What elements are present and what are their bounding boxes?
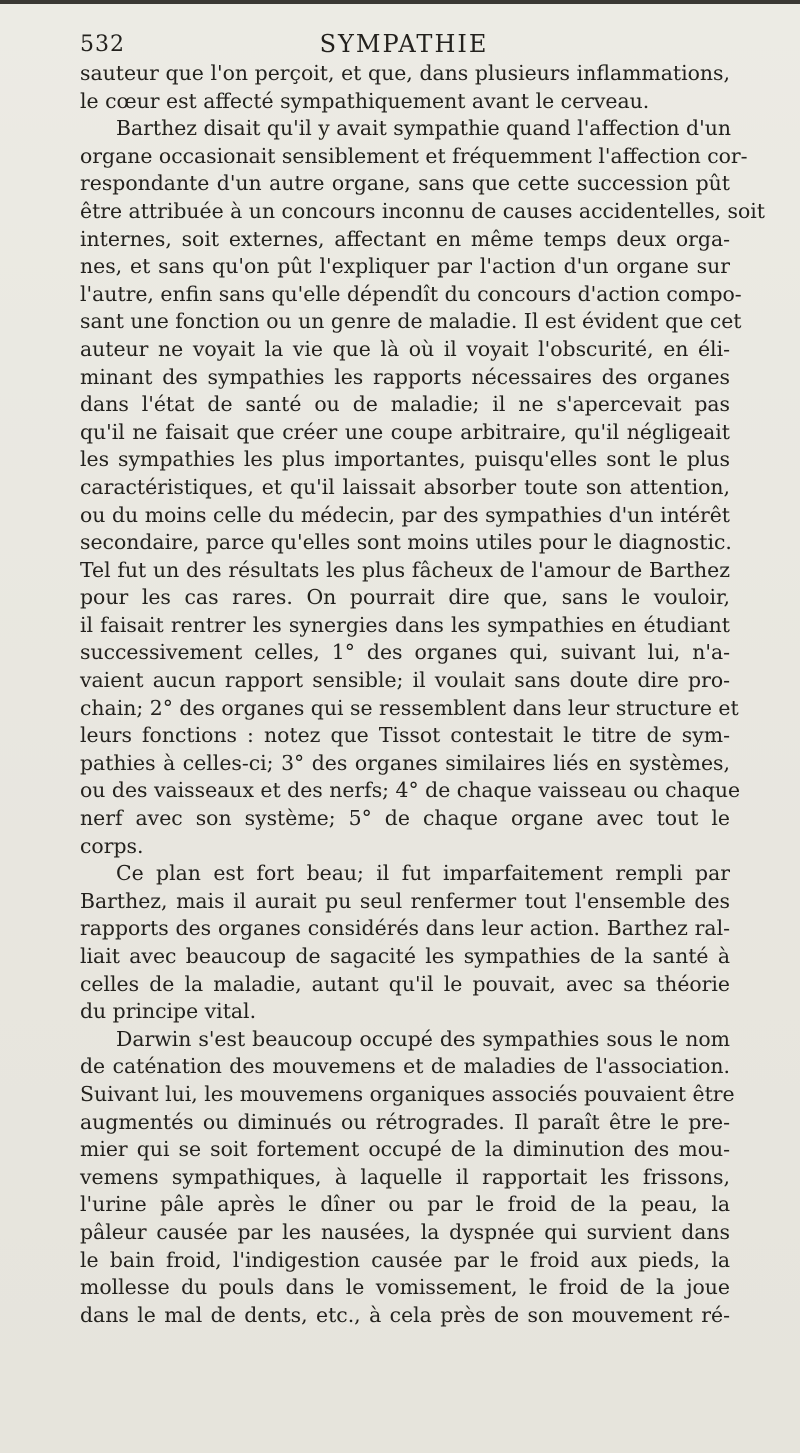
text-line: organe occasionait sensiblement et fréquemment l'affection cor- — [80, 143, 748, 168]
text-line: chain; 2° des organes qui se ressemblent dans leur structure et — [80, 695, 739, 720]
text-line: mollesse du pouls dans le vomissement, le froid de la joue — [80, 1275, 730, 1300]
text-line: le cœur est affecté sympathiquement avant le cerveau. — [80, 88, 650, 113]
text-line: l'autre, enfin sans qu'elle dépendît du concours d'action compo- — [80, 281, 742, 306]
text-line: qu'il ne faisait que créer une coupe arbitraire, qu'il négligeait — [80, 419, 730, 444]
text-line: dans l'état de santé ou de maladie; il ne s'apercevait pas — [80, 392, 730, 417]
text-line: les sympathies les plus importantes, puisqu'elles sont le plus — [80, 447, 730, 472]
text-line: caractéristiques, et qu'il laissait absorber toute son attention, — [80, 474, 730, 499]
text-line: respondante d'un autre organe, sans que cette succession pût — [80, 171, 730, 196]
text-line: vemens sympathiques, à laquelle il rapportait les frissons, — [80, 1164, 730, 1189]
text-line: du principe vital. — [80, 999, 257, 1024]
text-line: celles de la maladie, autant qu'il le pouvait, avec sa théorie — [80, 971, 730, 996]
text-line: nes, et sans qu'on pût l'expliquer par l'action d'un organe sur — [80, 254, 730, 279]
text-line: Barthez disait qu'il y avait sympathie quand l'affection d'un — [116, 116, 731, 141]
text-line: rapports des organes considérés dans leur action. Barthez ral- — [80, 916, 730, 941]
text-line: augmentés ou diminués ou rétrogrades. Il paraît être le pre- — [80, 1109, 730, 1134]
text-line: corps. — [80, 833, 144, 858]
page-top-edge — [0, 0, 800, 4]
text-line: le bain froid, l'indigestion causée par le froid aux pieds, la — [80, 1247, 730, 1272]
text-line: pâleur causée par les nausées, la dyspnée qui survient dans — [80, 1219, 730, 1244]
text-line: minant des sympathies les rapports nécessaires des organes — [80, 364, 730, 389]
text-line: Ce plan est fort beau; il fut imparfaitement rempli par — [116, 861, 730, 886]
text-line: successivement celles, 1° des organes qui, suivant lui, n'a- — [80, 640, 730, 665]
text-line: être attribuée à un concours inconnu de causes accidentelles, soit — [80, 198, 765, 223]
text-line: ou du moins celle du médecin, par des sympathies d'un intérêt — [80, 502, 730, 527]
text-line: Darwin s'est beaucoup occupé des sympathies sous le nom — [116, 1026, 730, 1051]
text-line: pathies à celles-ci; 3° des organes similaires liés en systèmes, — [80, 750, 730, 775]
text-line: Tel fut un des résultats les plus fâcheux de l'amour de Barthez — [80, 557, 730, 582]
text-line: Suivant lui, les mouvemens organiques associés pouvaient être — [80, 1081, 735, 1106]
text-line: vaient aucun rapport sensible; il voulait sans doute dire pro- — [80, 668, 730, 693]
body-text — [80, 60, 765, 1329]
running-title: SYMPATHIE — [319, 30, 489, 58]
text-line: internes, soit externes, affectant en même temps deux orga- — [80, 226, 730, 251]
text-line: leurs fonctions : notez que Tissot contestait le titre de sym- — [80, 723, 730, 748]
text-line: mier qui se soit fortement occupé de la diminution des mou- — [80, 1137, 730, 1162]
page-number: 532 — [80, 32, 125, 57]
text-line: nerf avec son système; 5° de chaque organe avec tout le — [80, 806, 730, 831]
text-line: ou des vaisseaux et des nerfs; 4° de chaque vaisseau ou chaque — [80, 778, 741, 803]
text-line: dans le mal de dents, etc., à cela près de son mouvement ré- — [80, 1302, 730, 1327]
text-line: secondaire, parce qu'elles sont moins utiles pour le diagnostic. — [80, 530, 732, 555]
text-line: liait avec beaucoup de sagacité les sympathies de la santé à — [80, 944, 730, 968]
text-line: il faisait rentrer les synergies dans les sympathies en étudiant — [80, 612, 730, 637]
text-line: sant une fonction ou un genre de maladie. Il est évident que cet — [80, 309, 742, 334]
text-line: sauteur que l'on perçoit, et que, dans plusieurs inflammations, — [80, 61, 730, 85]
text-line: Barthez, mais il aurait pu seul renfermer tout l'ensemble des — [80, 888, 730, 913]
text-line: de caténation des mouvemens et de maladies de l'association. — [80, 1054, 730, 1079]
text-line: auteur ne voyait la vie que là où il voyait l'obscurité, en éli- — [80, 336, 730, 361]
text-line: l'urine pâle après le dîner ou par le froid de la peau, la — [80, 1192, 730, 1217]
text-line: pour les cas rares. On pourrait dire que, sans le vouloir, — [80, 585, 730, 610]
